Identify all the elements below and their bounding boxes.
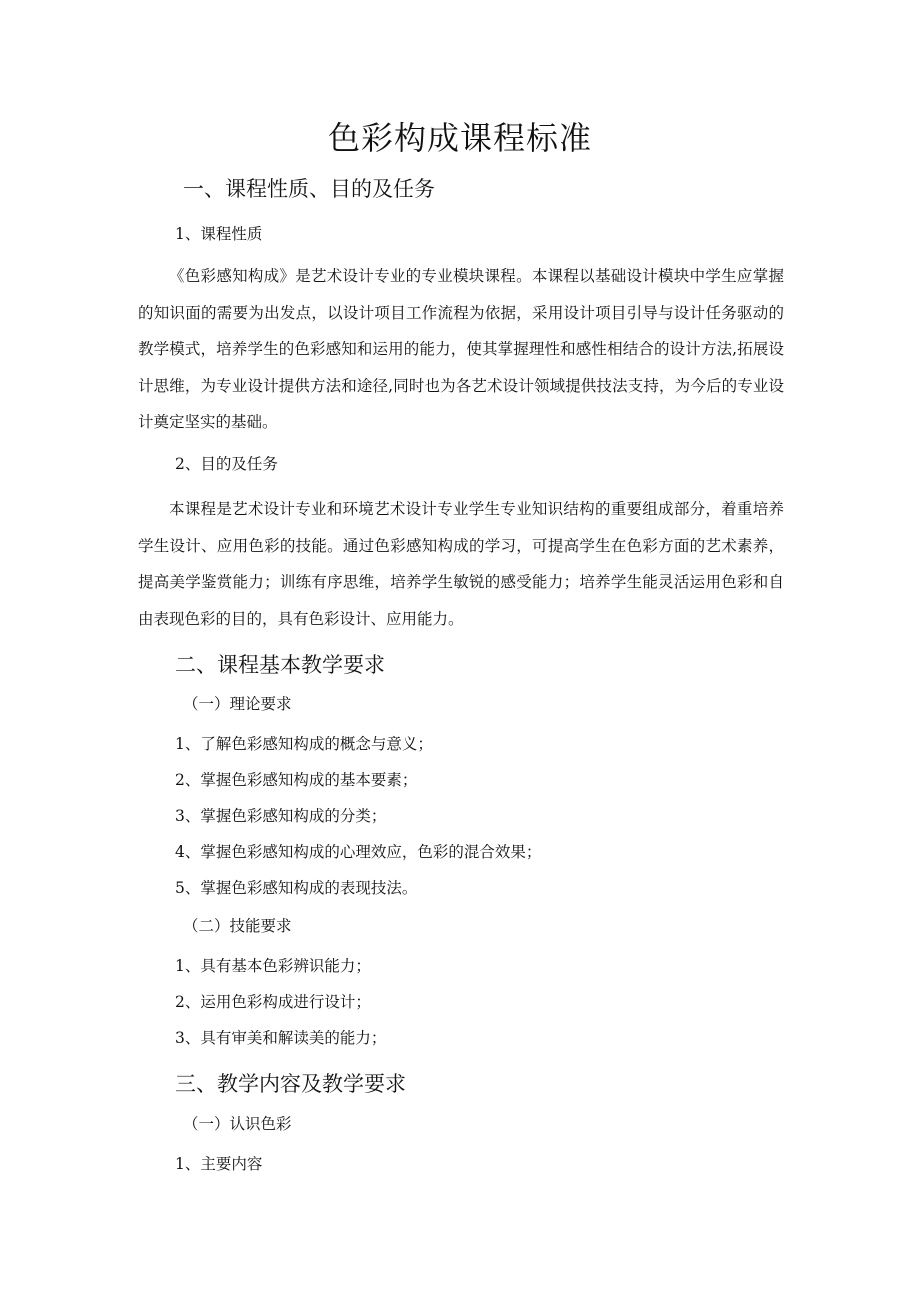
- section-3-heading: 三、教学内容及教学要求: [175, 1072, 406, 1096]
- section-3-sub-1-item: 1、主要内容: [175, 1155, 263, 1173]
- skills-requirements-heading: （二）技能要求: [183, 917, 292, 935]
- section-1-sub-2-heading: 2、目的及任务: [175, 455, 278, 473]
- skills-item: 2、运用色彩构成进行设计；: [175, 993, 371, 1011]
- theory-item: 1、了解色彩感知构成的概念与意义；: [175, 735, 433, 753]
- theory-requirements-heading: （一）理论要求: [183, 695, 292, 713]
- skills-item: 3、具有审美和解读美的能力；: [175, 1029, 387, 1047]
- section-1-sub-2-paragraph: 本课程是艺术设计专业和环境艺术设计专业学生专业知识结构的重要组成部分，着重培养学生设计、应用色彩的技能。通过色彩感知构成的学习，可提高学生在色彩方面的艺术素养，提高美学鉴赏能力；训练有序思维，培养学生敏锐的感受能力；培养学生能灵活运用色彩和自由表现色彩的目的，具有色彩设计、应用能力。: [138, 500, 784, 628]
- theory-item: 2、掌握色彩感知构成的基本要素；: [175, 771, 418, 789]
- theory-item: 4、掌握色彩感知构成的心理效应，色彩的混合效果；: [175, 843, 542, 861]
- theory-item: 5、掌握色彩感知构成的表现技法。: [175, 879, 418, 897]
- section-1-heading: 一、课程性质、目的及任务: [183, 177, 435, 201]
- theory-item: 3、掌握色彩感知构成的分类；: [175, 807, 387, 825]
- section-1-sub-1-paragraph: 《色彩感知构成》是艺术设计专业的专业模块课程。本课程以基础设计模块中学生应掌握的知识面的需要为出发点，以设计项目工作流程为依据，采用设计项目引导与设计任务驱动的教学模式，培养学生的色彩感知和运用的能力，使其掌握理性和感性相结合的设计方法,拓展设计思维，为专业设计提供方法和途径,同时也为各艺术设计领域提供技法支持，为今后的专业设计奠定坚实的基础。: [138, 267, 784, 431]
- section-3-sub-1-heading: （一）认识色彩: [183, 1115, 292, 1133]
- document-title: 色彩构成课程标准: [327, 119, 592, 157]
- section-2-heading: 二、课程基本教学要求: [175, 653, 385, 677]
- section-1-sub-1-heading: 1、课程性质: [175, 225, 263, 243]
- skills-item: 1、具有基本色彩辨识能力；: [175, 957, 371, 975]
